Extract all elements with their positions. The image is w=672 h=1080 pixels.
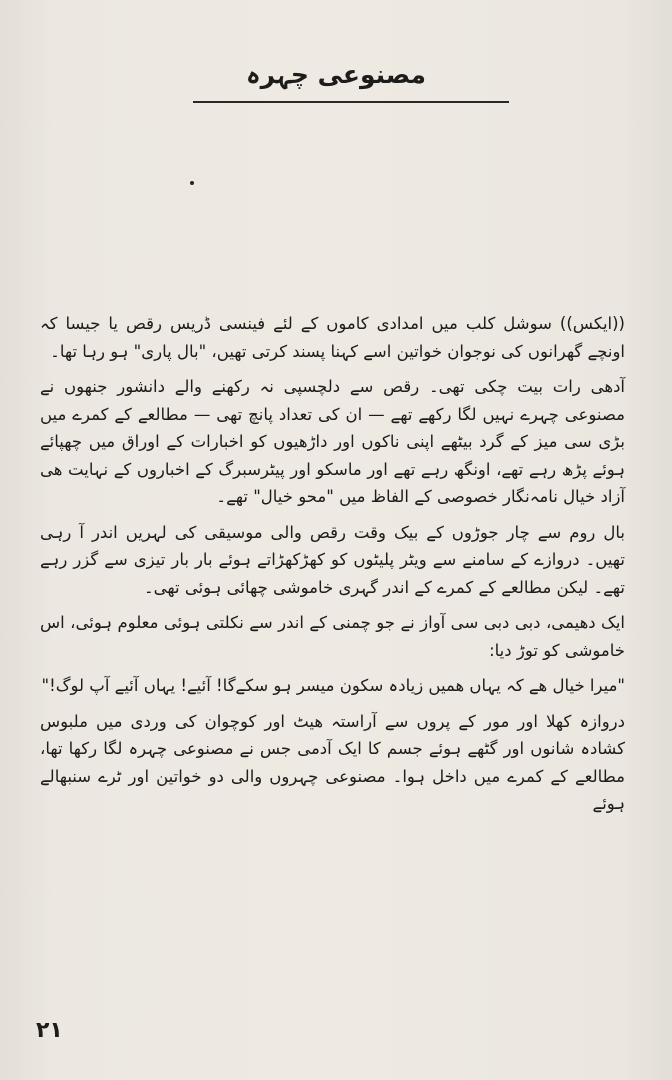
paragraph: آدھی رات بیت چکی تھی۔ رقص سے دلچسپی نہ رکھنے والے دانشور جنھوں نے مصنوعی چہرے نہیں لگا رکھے تھے — ان کی تعداد پانچ تھی — مطالعے کے کمرے میں بڑی سی میز کے گرد بیٹھے اپنی ناکوں اور داڑھیوں کو اخبارات کے اوراق میں چھپائے ہوئے پڑھ رہے تھے، اونگھ رہے تھے اور ماسکو اور پیٹرسبرگ کے اخباروں کے نہایت ھی آزاد خیال نامہ‌نگار خصوصی کے الفاظ میں "محو خیال" تھے۔ (40, 377, 625, 506)
page-number: ۲۱ (36, 1018, 63, 1043)
paragraph: ایک دھیمی، دبی دبی سی آواز نے جو چمنی کے اندر سے نکلتی ہوئی معلوم ہوئی، اس خاموشی کو توڑ دیا: (40, 613, 625, 660)
paragraph: بال روم سے چار جوڑوں کے بیک وقت رقص والی موسیقی کی لہریں اندر آ رہی تھیں۔ دروازے کے سامنے سے ویٹر پلیٹوں کو کھڑکھڑاتے ہوئے بار بار تیزی سے گزر رہے تھے۔ لیکن مطالعے کے کمرے کے اندر گہری خاموشی چھائی ہوئی تھی۔ (40, 522, 625, 597)
chapter-title: مصنوعی چہرہ (246, 60, 426, 89)
paragraph: دروازہ کھلا اور مور کے پروں سے آراستہ ھیٹ اور کوچوان کی وردی میں ملبوس کشادہ شانوں اور گٹھے ہوئے جسم کا ایک آدمی جس نے مصنوعی چہرہ لگا رکھا تھا، مطالعے کے کمرے میں داخل ہوا۔ مصنوعی چہروں والی دو خواتین اور ٹرے سنبھالے ہوئے (40, 711, 625, 813)
paragraph: ((ایکس)) سوشل کلب میں امدادی کاموں کے لئے فینسی ڈریس رقص یا جیسا کہ اونچے گھرانوں کی نوجوان خواتین اسے کہنا پسند کرتی تھیں، "بال پاری" ہو رہا تھا۔ (40, 314, 625, 361)
body-text (40, 310, 625, 826)
paragraph: "میرا خیال ھے کہ یہاں ھمیں زیادہ سکون میسر ہو سکےگا! آئیے! یہاں آئیے آپ لوگ!" (41, 676, 625, 695)
ink-dot (190, 181, 194, 185)
title-underline (193, 101, 509, 103)
